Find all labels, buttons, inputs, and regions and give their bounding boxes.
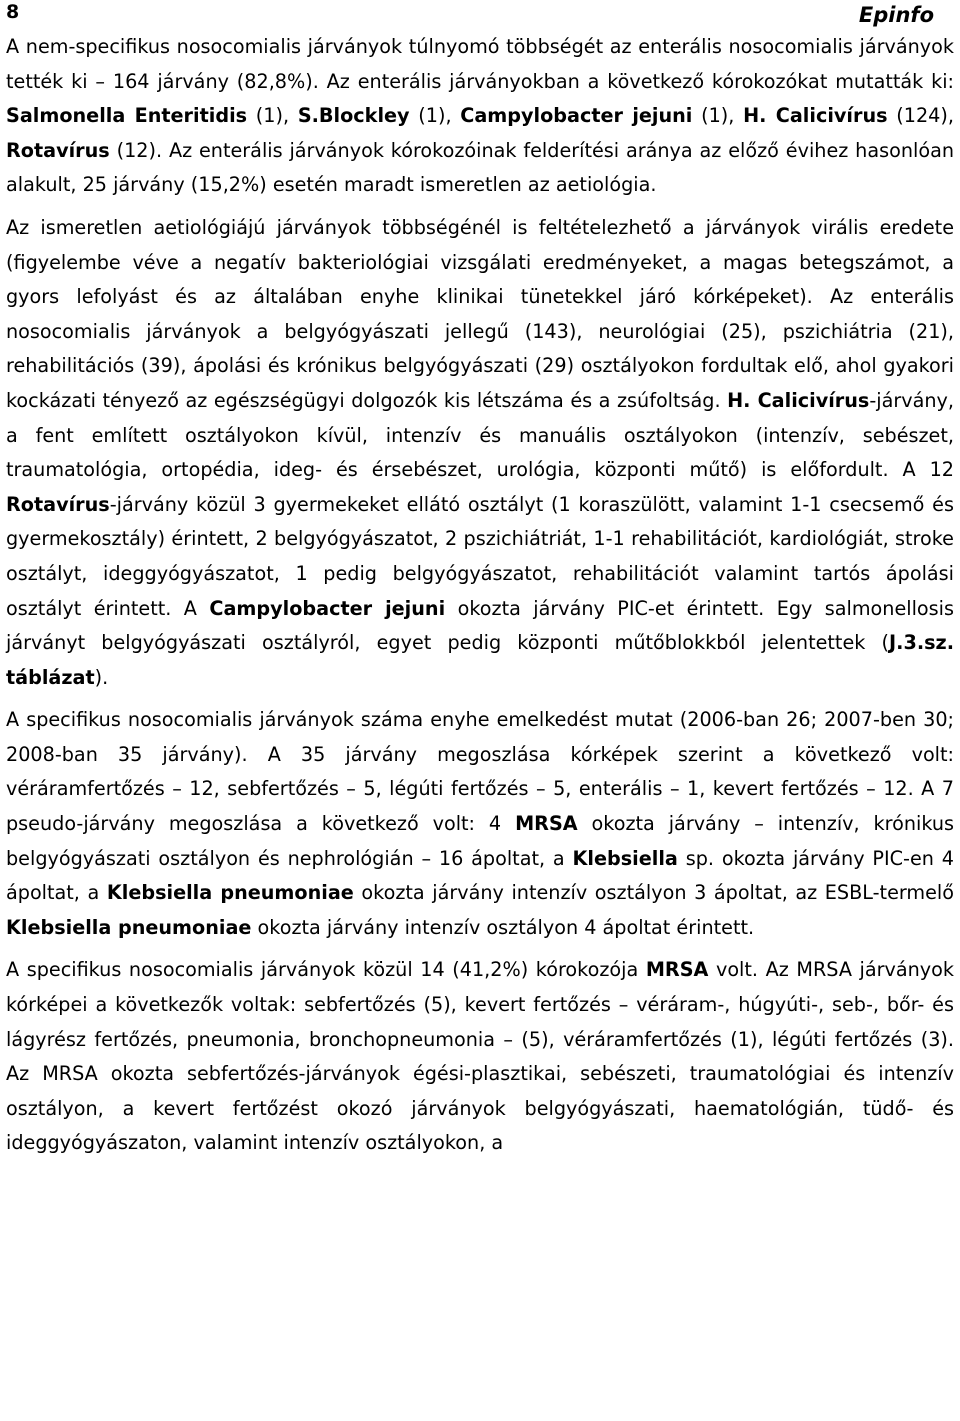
text-run: A specifikus nosocomialis járványok közül 14 (41,2%) kórokozója — [6, 958, 646, 982]
page-number: 8 — [6, 1, 20, 23]
bold-term: Klebsiella pneumoniae — [6, 915, 252, 939]
page-header — [6, 0, 954, 30]
bold-term: Campylobacter jejuni — [209, 596, 446, 620]
bold-term: MRSA — [515, 812, 578, 836]
text-run: (1), — [409, 104, 461, 128]
text-run: A nem-specifikus nosocomialis járványok túlnyomó többségét az enterális nosocomialis járványok tették ki – 164 járvány (82,8%). Az enterális járványokban a következő kórokozókat mutatták ki: — [6, 35, 954, 93]
text-run: (124), — [887, 104, 954, 128]
text-run: -járvány, a fent említett osztályokon kívül, intenzív és manuális osztályokon (intenzív, sebészet, traumatológia, ortopédia, ideg- és érsebészet, urológia, központi műtő) is előfordult. A 12 — [6, 388, 954, 482]
text-run: -járvány közül 3 gyermekeket ellátó osztályt (1 koraszülött, valamint 1-1 csecsemő és gyermekosztály) érintett, 2 belgyógyászatot, 2 pszichiátriát, 1-1 rehabilitációt, kardiológiát, stroke osztályt, ideggyógyászatot, 1 pedig belgyógyászatot, rehabilitációt valamint tartós ápolási osztályt érintett. A — [6, 492, 954, 620]
bold-term: H. Calicivírus — [743, 104, 888, 128]
text-run: okozta járvány intenzív osztályon 3 ápoltat, az ESBL-termelő — [353, 881, 954, 905]
brand-logo: Epinfo — [858, 3, 934, 27]
document-page — [6, 0, 954, 1161]
bold-term: Rotavírus — [6, 492, 110, 516]
text-run: sp. okozta járvány PIC-en 4 ápoltat, a — [6, 846, 954, 905]
bold-term: H. Calicivírus — [727, 388, 870, 412]
bold-term: Campylobacter jejuni — [460, 104, 693, 128]
paragraph — [6, 953, 954, 1161]
text-run: volt. Az MRSA járványok kórképei a következők voltak: sebfertőzés (5), kevert fertőzés – véráram-, húgyúti-, seb-, bőr- és lágyrész fertőzés, pneumonia, bronchopneumonia – (5), véráramfertőzés (1), légúti fertőzés (3). Az MRSA okozta sebfertőzés-járványok égési-plasztikai, sebészeti, traumatológiai és intenzív osztályon, a kevert fertőzést okozó járványok belgyógyászati, haematológián, tüdő- és ideggyógyászaton, valamint intenzív osztályokon, a — [6, 958, 954, 1155]
text-run: okozta járvány PIC-et érintett. Egy salmonellosis járványt belgyógyászati osztályról, egyet pedig központi műtőblokkból jelentettek ( — [6, 596, 954, 655]
paragraph — [6, 211, 954, 695]
text-run: Az ismeretlen aetiológiájú járványok többségénél is feltételezhető a járványok virális eredete (figyelembe véve a negatív bakteriológiai vizsgálati eredményeket, a magas betegszámot, a gyors lefolyást és az általában enyhe klinikai tünetekkel járó kórképeket). Az enterális nosocomialis járványok a belgyógyászati jellegű (143), neurológiai (25), pszichiátria (21), rehabilitációs (39), ápolási és krónikus belgyógyászati (29) osztályokon fordultak elő, ahol gyakori kockázati tényező az egészségügyi dolgozók kis létszáma és a zsúfoltság. — [6, 215, 954, 412]
document-body — [6, 30, 954, 1161]
text-run: okozta járvány – intenzív, krónikus belgyógyászati osztályon és nephrológián – 16 ápoltat, a — [6, 812, 955, 870]
text-run: (1), — [692, 104, 744, 128]
text-run: (12). Az enterális járványok kórokozóinak felderítési aránya az előző évihez hasonlóan alakult, 25 járvány (15,2%) esetén maradt ismeretlen az aetiológia. — [6, 138, 954, 197]
text-run: (1), — [247, 104, 298, 128]
bold-term: Salmonella Enteritidis — [6, 104, 248, 128]
text-run: A specifikus nosocomialis járványok száma enyhe emelkedést mutat (2006-ban 26; 2007-ben 30; 2008-ban 35 járvány). A 35 járvány megoszlása kórképek szerint a következő volt: véráramfertőzés – 12, sebfertőzés – 5, légúti fertőzés – 5, enterális – 1, kevert fertőzés – 12. A 7 pseudo-járvány megoszlása a következő volt: 4 — [6, 708, 954, 836]
bold-term: Rotavírus — [6, 138, 110, 162]
paragraph — [6, 30, 954, 203]
paragraph — [6, 703, 954, 945]
bold-term: Klebsiella pneumoniae — [106, 881, 354, 905]
bold-term: Klebsiella — [572, 846, 678, 870]
text-run: okozta járvány intenzív osztályon 4 ápoltat érintett. — [251, 915, 755, 939]
bold-term: S.Blockley — [297, 104, 410, 128]
bold-term: MRSA — [645, 958, 709, 982]
bold-term: J.3.sz. táblázat — [6, 631, 954, 689]
text-run: ). — [94, 665, 109, 689]
